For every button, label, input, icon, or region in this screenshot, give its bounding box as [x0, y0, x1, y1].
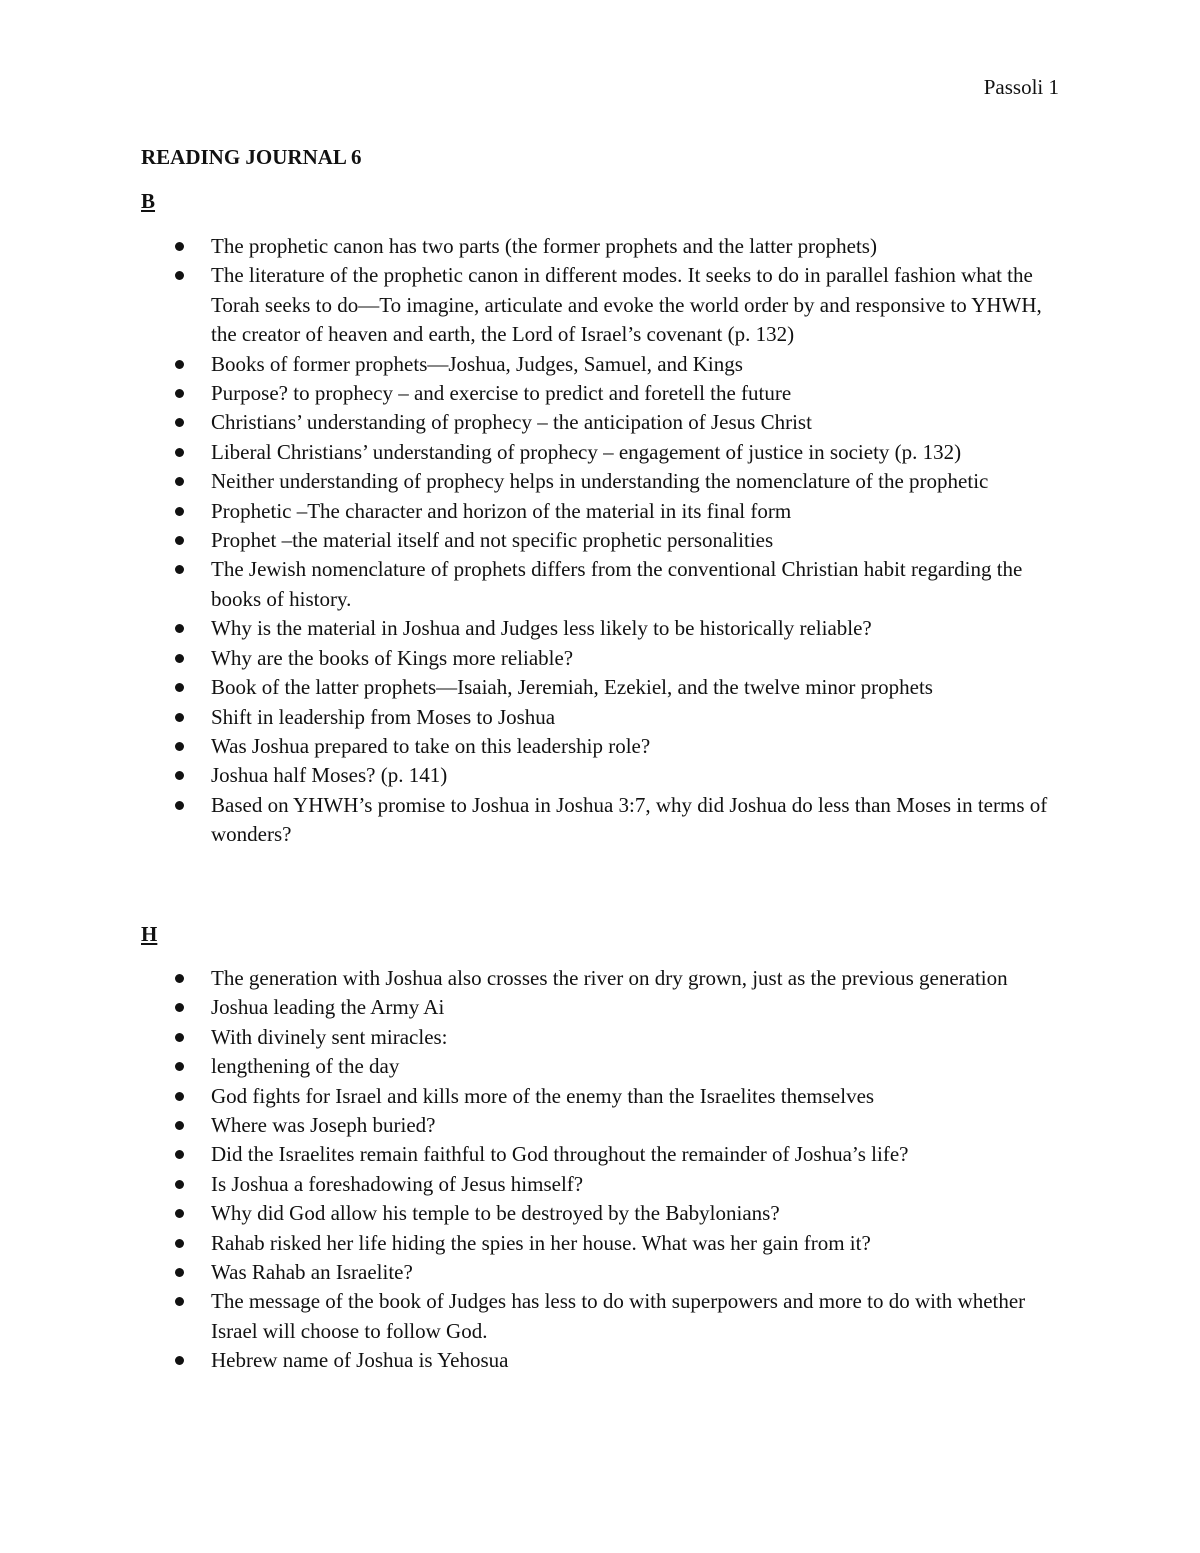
document-title: READING JOURNAL 6	[141, 145, 362, 169]
list-item	[141, 673, 1061, 702]
list-item	[141, 703, 1061, 732]
list-item	[141, 791, 1061, 850]
bullet-icon	[175, 713, 184, 722]
bullet-icon	[175, 1356, 184, 1365]
list-item-text: lengthening of the day	[211, 1054, 400, 1079]
list-item	[141, 1023, 1061, 1052]
list-item	[141, 438, 1061, 467]
list-item	[141, 1258, 1061, 1287]
list-item	[141, 1229, 1061, 1258]
bullet-icon	[175, 624, 184, 633]
list-item	[141, 993, 1061, 1022]
list-item-text: Why did God allow his temple to be destroyed by the Babylonians?	[211, 1201, 780, 1226]
list-item-text: Rahab risked her life hiding the spies in her house. What was her gain from it?	[211, 1230, 871, 1255]
list-item-text: Where was Joseph buried?	[211, 1113, 436, 1138]
list-item	[141, 644, 1061, 673]
bullet-icon	[175, 418, 184, 427]
bullet-icon	[175, 507, 184, 516]
list-item	[141, 1082, 1061, 1111]
list-item	[141, 497, 1061, 526]
section-h-bullet-list	[141, 964, 1061, 1376]
list-item-text: Did the Israelites remain faithful to God throughout the remainder of Joshua’s life?	[211, 1142, 909, 1167]
list-item-text: Book of the latter prophets—Isaiah, Jeremiah, Ezekiel, and the twelve minor prophets	[211, 675, 933, 700]
list-item	[141, 1170, 1061, 1199]
list-item	[141, 555, 1061, 614]
list-item-text: The prophetic canon has two parts (the former prophets and the latter prophets)	[211, 234, 877, 258]
list-item-text: Why is the material in Joshua and Judges less likely to be historically reliable?	[211, 616, 872, 641]
list-item-text: Prophetic –The character and horizon of the material in its final form	[211, 498, 792, 523]
bullet-icon	[175, 1150, 184, 1159]
list-item-text: The generation with Joshua also crosses the river on dry grown, just as the previous generation	[211, 966, 1008, 990]
list-item-text: The literature of the prophetic canon in different modes. It seeks to do in parallel fashion what the Torah seeks to do—To imagine, articulate and evoke the world order by and responsive to YHWH, the creator of heaven and earth, the Lord of Israel’s covenant (p. 132)	[211, 263, 1042, 347]
list-item	[141, 1346, 1061, 1375]
bullet-icon	[175, 477, 184, 486]
section-b-bullet-list	[141, 232, 1061, 850]
list-item	[141, 732, 1061, 761]
page-header-label: Passoli 1	[983, 75, 1059, 99]
list-item-text: Shift in leadership from Moses to Joshua	[211, 704, 556, 729]
list-item-text: Neither understanding of prophecy helps in understanding the nomenclature of the prophetic	[211, 469, 989, 494]
list-item	[141, 761, 1061, 790]
list-item-text: Christians’ understanding of prophecy – the anticipation of Jesus Christ	[211, 410, 812, 435]
list-item	[141, 350, 1061, 379]
list-item	[141, 1052, 1061, 1081]
bullet-icon	[175, 1239, 184, 1248]
list-item-text: Was Rahab an Israelite?	[211, 1260, 413, 1285]
list-item	[141, 467, 1061, 496]
list-item-text: Was Joshua prepared to take on this leadership role?	[211, 733, 651, 758]
bullet-icon	[175, 448, 184, 457]
list-item	[141, 261, 1061, 349]
list-item-text: God fights for Israel and kills more of the enemy than the Israelites themselves	[211, 1083, 875, 1108]
bullet-icon	[175, 1033, 184, 1042]
bullet-icon	[175, 1180, 184, 1189]
list-item	[141, 526, 1061, 555]
list-item	[141, 1111, 1061, 1140]
list-item-text: Hebrew name of Joshua is Yehosua	[211, 1348, 509, 1373]
bullet-icon	[175, 1092, 184, 1101]
list-item	[141, 1140, 1061, 1169]
bullet-icon	[175, 242, 184, 251]
list-item-text: Why are the books of Kings more reliable?	[211, 645, 574, 670]
list-item	[141, 614, 1061, 643]
list-item	[141, 232, 1061, 261]
bullet-icon	[175, 1062, 184, 1071]
list-item-text: The Jewish nomenclature of prophets differs from the conventional Christian habit regarding the books of history.	[211, 557, 1023, 611]
bullet-icon	[175, 1268, 184, 1277]
list-item-text: Joshua leading the Army Ai	[211, 995, 445, 1020]
bullet-icon	[175, 271, 184, 280]
list-item-text: Prophet –the material itself and not specific prophetic personalities	[211, 528, 774, 553]
bullet-icon	[175, 683, 184, 692]
section-heading-b: B	[141, 189, 156, 213]
list-item-text: The message of the book of Judges has less to do with superpowers and more to do with whether Israel will choose to follow God.	[211, 1289, 1026, 1343]
list-item	[141, 408, 1061, 437]
section-heading-h: H	[141, 922, 158, 946]
list-item-text: Books of former prophets—Joshua, Judges, Samuel, and Kings	[211, 351, 743, 376]
list-item-text: Is Joshua a foreshadowing of Jesus himself?	[211, 1171, 584, 1196]
bullet-icon	[175, 360, 184, 369]
bullet-icon	[175, 536, 184, 545]
bullet-icon	[175, 801, 184, 810]
bullet-icon	[175, 1121, 184, 1130]
bullet-icon	[175, 1297, 184, 1306]
bullet-icon	[175, 1209, 184, 1218]
list-item	[141, 1199, 1061, 1228]
bullet-icon	[175, 1003, 184, 1012]
list-item	[141, 379, 1061, 408]
list-item-text: Purpose? to prophecy – and exercise to predict and foretell the future	[211, 381, 792, 406]
list-item-text: Based on YHWH’s promise to Joshua in Joshua 3:7, why did Joshua do less than Moses in terms of wonders?	[211, 792, 1048, 847]
list-item-text: Liberal Christians’ understanding of prophecy – engagement of justice in society (p. 132)	[211, 439, 962, 464]
bullet-icon	[175, 565, 184, 574]
bullet-icon	[175, 742, 184, 751]
bullet-icon	[175, 389, 184, 398]
bullet-icon	[175, 771, 184, 780]
list-item-text: With divinely sent miracles:	[211, 1024, 448, 1049]
bullet-icon	[175, 974, 184, 983]
list-item	[141, 1287, 1061, 1346]
list-item-text: Joshua half Moses? (p. 141)	[211, 763, 448, 788]
bullet-icon	[175, 654, 184, 663]
list-item	[141, 964, 1061, 993]
